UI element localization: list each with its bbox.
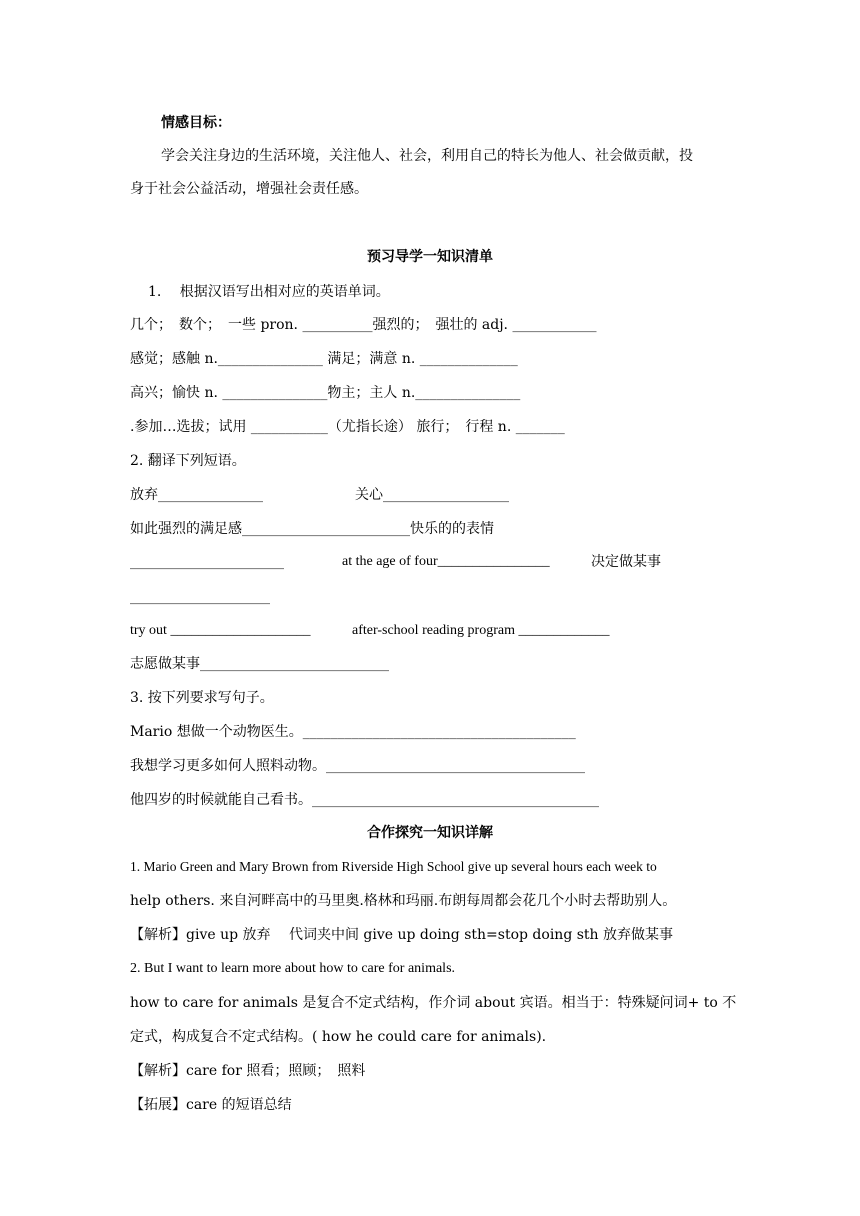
phrase-blank: ______________________ (130, 554, 284, 570)
item2-note: 【解析】care for 照看；照顾； 照料 (130, 1063, 366, 1079)
task2-instruction: 2. 翻译下列短语。 (130, 453, 246, 469)
phrase-try-out: try out ____________________ (130, 623, 311, 638)
task3-instruction: 3. 按下列要求写句子。 (130, 690, 274, 706)
item2-extension: 【拓展】care 的短语总结 (130, 1097, 292, 1113)
phrase-satisfaction: 如此强烈的满足感________________________快乐的的表情 (130, 521, 494, 537)
item2-line2: how to care for animals 是复合不定式结构，作介词 about 宾语。相当于：特殊疑问词+ to 不 (130, 995, 737, 1011)
explore-section-title: 合作探究一知识详解 (367, 825, 493, 841)
phrase-reading-program: after-school reading program _____________ (352, 623, 610, 638)
vocab-line-2: 感觉；感触 n._______________ 满足；满意 n. ______________ (130, 351, 518, 367)
sentence-3: 他四岁的时候就能自己看书。_________________________________________ (130, 792, 599, 808)
sentence-1: Mario 想做一个动物医生。_______________________________________ (130, 724, 576, 740)
vocab-line-3: 高兴；愉快 n. _______________物主；主人 n._______________ (130, 385, 521, 401)
item2-line3: 定式，构成复合不定式结构。( how he could care for animals). (130, 1029, 547, 1045)
vocab-line-1: 几个； 数个； 一些 pron. __________强烈的； 强壮的 adj. ____________ (130, 317, 597, 333)
phrase-care-about: 关心__________________ (355, 487, 509, 503)
task1-instruction: 1. 根据汉语写出相对应的英语单词。 (148, 284, 390, 300)
phrase-give-up: 放弃_______________ (130, 487, 263, 503)
phrase-decide: 决定做某事 (591, 554, 661, 570)
affective-goal-heading: 情感目标： (161, 115, 231, 131)
phrase-volunteer: 志愿做某事___________________________ (130, 656, 389, 672)
item1-line1: 1. Mario Green and Mary Brown from Riverside High School give up several hours each week to (130, 859, 657, 874)
item2-line1: 2. But I want to learn more about how to care for animals. (130, 961, 456, 976)
sentence-2: 我想学习更多如何人照料动物。_____________________________________ (130, 758, 585, 774)
phrase-age-of-four: at the age of four________________ (342, 554, 550, 569)
phrase-decide-blank: ____________________ (130, 589, 270, 605)
item1-note: 【解析】give up 放弃 代词夹中间 give up doing sth=stop doing sth 放弃做某事 (130, 927, 674, 943)
item1-line2: help others. 来自河畔高中的马里奥.格林和玛丽.布朗每周都会花几个小时去帮助别人。 (130, 893, 677, 909)
preview-section-title: 预习导学一知识清单 (367, 249, 493, 265)
vocab-line-4: .参加…选拔；试用 ___________（尤指长途） 旅行； 行程 n. _______ (130, 419, 565, 435)
affective-goal-text-line2: 身于社会公益活动，增强社会责任感。 (130, 181, 368, 197)
affective-goal-text-line1: 学会关注身边的生活环境，关注他人、社会，利用自己的特长为他人、社会做贡献，投 (161, 148, 693, 164)
